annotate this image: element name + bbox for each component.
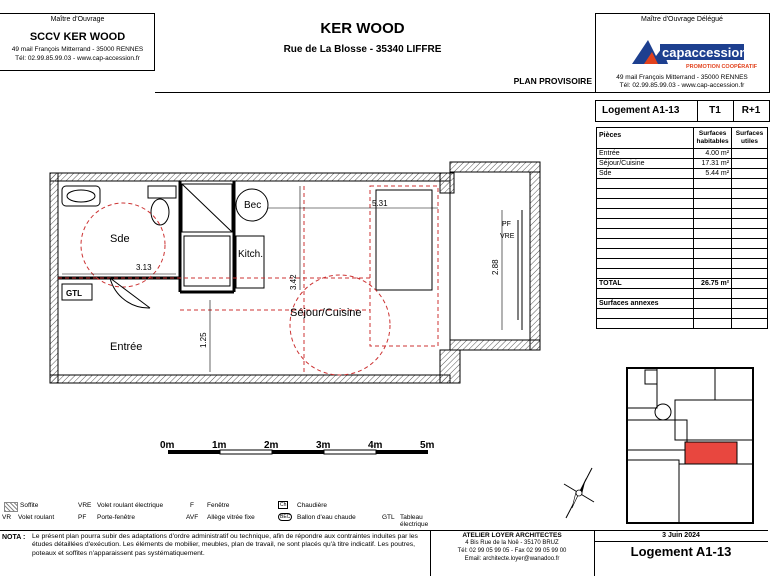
north-arrow-icon [560, 462, 598, 522]
footer-top-line [0, 530, 768, 531]
dim-height: 3.42 [289, 274, 298, 290]
window-vre: VRE [500, 233, 515, 240]
delegate-address: 49 mail François Mitterrand - 35000 RENNES [616, 74, 748, 81]
scale-3: 3m [316, 440, 331, 451]
owner-title: Maître d'Ouvrage [50, 16, 105, 23]
col-rooms: Pièces [597, 128, 694, 149]
surface-table [596, 127, 768, 329]
owner-name: SCCV KER WOOD [29, 31, 126, 43]
scale-bar [160, 438, 450, 456]
delegate-contact: Tél: 02.99.85.99.03 - www.cap-accession.fr [619, 82, 745, 89]
scale-0: 0m [160, 440, 175, 451]
soffite-icon [4, 502, 18, 512]
window-pf: PF [502, 221, 511, 228]
legend: Soffite VR Volet roulant VRE Volet roulant électrique PF Porte-fenêtre F Fenêtre AVF Allège vitrée fixe Ch Chaudière BEC Ballon d'eau chaude GTL Tableau électrique [2, 502, 429, 528]
table-row: Sde 5.44 m² [597, 169, 768, 179]
nota-text: Le présent plan pourra subir des adaptations d'ordre administratif ou technique, afin de répondre aux contraintes induites par les études détaillées d'exécution. Les éléments de mobilier, meubles, plan de travail, ne sont placés qu'à titre indicatif. Les poutres, poteaux et soffites n'apparaissent pas systématiquement. [32, 533, 418, 557]
architect-phone: Tél: 02 99 05 99 05 - Fax 02 99 05 99 00 [457, 548, 567, 554]
total-row: TOTAL 26.75 m² [597, 279, 768, 289]
dim-sde: 3.13 [136, 263, 152, 272]
dim-entree: 1.25 [199, 332, 208, 348]
project-address: Rue de La Blosse - 35340 LIFFRE [283, 44, 442, 55]
architect-name: ATELIER LOYER ARCHITECTES [462, 532, 562, 539]
scale-2: 2m [264, 440, 279, 451]
owner-address: 49 mail François Mitterrand - 35000 RENNES [11, 46, 144, 53]
footer-date-line [594, 541, 768, 542]
col-useful: Surfaces utiles [732, 128, 768, 149]
logo-tagline: PROMOTION COOPÉRATIF [686, 64, 758, 70]
room-label-entree: Entrée [110, 341, 143, 353]
room-label-kitchen: Kitch. [238, 249, 264, 260]
scale-4: 4m [368, 440, 383, 451]
table-row: Séjour/Cuisine 17.31 m² [597, 159, 768, 169]
location-plan [615, 360, 768, 528]
unit-label: Logement A1-13 [602, 105, 680, 116]
cap-accession-logo [628, 30, 758, 72]
table-row: Entrée 4.00 m² [597, 149, 768, 159]
nota-label: NOTA : [2, 534, 26, 541]
header-divider [155, 92, 595, 93]
dim-bay: 2.88 [491, 259, 500, 275]
unit-floor: R+1 [741, 105, 761, 116]
scale-1: 1m [212, 440, 227, 451]
plan-status: PLAN PROVISOIRE [513, 76, 592, 86]
room-label-bec: Bec [244, 200, 262, 211]
annex-label: Surfaces annexes [597, 299, 694, 309]
gtl-label: GTL [66, 289, 82, 298]
scale-5: 5m [420, 440, 435, 451]
floor-plan [40, 150, 560, 390]
room-label-sejour: Séjour/Cuisine [290, 307, 362, 319]
chaudiere-icon: Ch [280, 502, 287, 508]
project-name: KER WOOD [320, 20, 405, 37]
logo-text: capaccession [662, 45, 748, 60]
col-habitable: Surfaces habitables [694, 128, 732, 149]
architect-address: 4 Bis Rue de la Noë - 35170 BRUZ [465, 540, 559, 546]
delegate-title: Maître d'Ouvrage Délégué [641, 16, 723, 23]
plan-date: 3 Juin 2024 [662, 532, 700, 539]
room-label-sde: Sde [110, 233, 130, 245]
dim-width: 5.31 [372, 199, 388, 208]
unit-type: T1 [709, 105, 721, 116]
architect-email: Email: architecte.loyer@wanadoo.fr [464, 556, 560, 562]
footer-unit-label: Logement A1-13 [630, 544, 732, 559]
owner-contact: Tél: 02.99.85.99.03 - www.cap-accession.fr [15, 55, 140, 62]
ballon-icon: BEC [280, 514, 291, 520]
